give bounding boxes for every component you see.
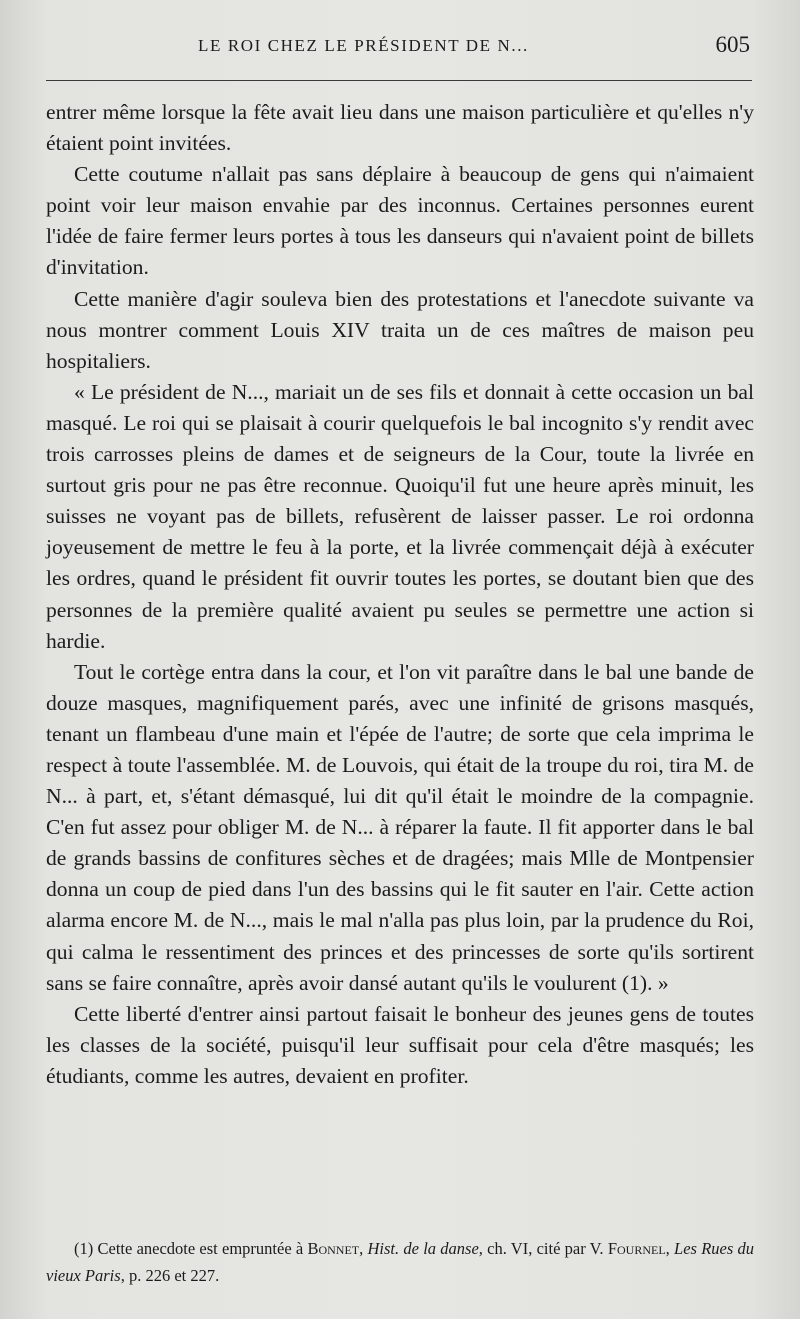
footnote-text: (1) Cette anecdote est empruntée à Bonnet, Hist. de la danse, ch. VI, cité par V. Fournel, Les Rues du vieux Paris, p. 226 et 227. (46, 1239, 755, 1285)
paragraph: Cette coutume n'allait pas sans déplaire à beaucoup de gens qui n'aimaient point voir leur maison envahie par des inconnus. Certaines personnes eurent l'idée de faire fermer leurs portes à tous les danseurs qui n'avaient point de billets d'invitation. (46, 162, 754, 280)
footnote-author: Fournel (607, 1239, 666, 1258)
page-number: 605 (715, 32, 750, 57)
paragraph: Cette liberté d'entrer ainsi partout faisait le bonheur des jeunes gens de toutes les classes de la société, puisqu'il leur suffisait pour cela d'être masqués; les étudiants, comme les autres, devaient en profiter. (46, 1001, 754, 1088)
page-header (46, 28, 752, 68)
header-rule (46, 80, 752, 81)
paragraph: Tout le cortège entra dans la cour, et l'on vit paraître dans le bal une bande de douze masques, magnifiquement parés, avec une infinité de grisons masqués, tenant un flambeau d'une main et l'épée de l'autre; de sorte que cela imprima le respect à toute l'assemblée. M. de Louvois, qui était de la troupe du roi, tira M. de N... à part, et, s'étant démasqué, lui dit qu'il était le moindre de la compagnie. C'en fut assez pour obliger M. de N... à réparer la faute. Il fit apporter dans le bal de grands bassins de confitures sèches et de dragées; mais Mlle de Montpensier donna un coup de pied dans l'un des bassins qui le fit sauter en l'air. Cette action alarma encore M. de N..., mais le mal n'alla pas plus loin, par la prudence du Roi, qui calma le ressentiment des princes et des princesses de sorte qu'ils sortirent sans se faire connaître, après avoir dansé autant qu'ils le voulurent (1). » (46, 659, 754, 995)
footnote-marker: (1) (74, 1239, 94, 1258)
running-title: LE ROI CHEZ LE PRÉSIDENT DE N... (198, 36, 529, 55)
footnote (46, 1235, 754, 1289)
paragraph: Cette manière d'agir souleva bien des protestations et l'anecdote suivante va nous montrer comment Louis XIV traita un de ces maîtres de maison peu hospitaliers. (46, 286, 754, 373)
body-text (46, 97, 754, 1092)
paragraph: entrer même lorsque la fête avait lieu dans une maison particulière et qu'elles n'y étaient point invitées. (46, 100, 754, 156)
footnote-work-title: Hist. de la danse (367, 1239, 479, 1258)
footnote-author: Bonnet (307, 1239, 360, 1258)
paragraph: « Le président de N..., mariait un de ses fils et donnait à cette occasion un bal masqué. Le roi qui se plaisait à courir quelquefois le bal incognito s'y rendit avec trois carrosses pleins de dames et de seigneurs de la Cour, toute la livrée en surtout gris pour ne pas être reconnue. Quoiqu'il fut une heure après minuit, les suisses ne voyant pas de billets, refusèrent de laisser passer. Le roi ordonna joyeusement de mettre le feu à la porte, et la livrée commençait déjà à exécuter les ordres, quand le président fit ouvrir toutes les portes, se doutant bien que des personnes de la première qualité avaient pu seules se permettre une action si hardie. (46, 379, 754, 653)
footnote-work-title: Les Rues du vieux Paris (46, 1239, 755, 1285)
